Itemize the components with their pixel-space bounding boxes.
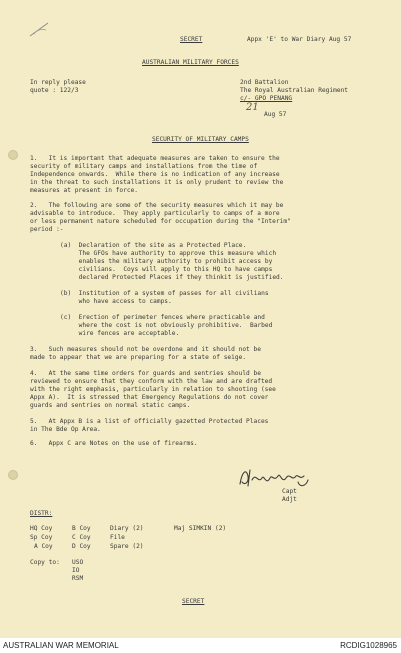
text-line: civilians. Coys will apply to this HQ to have camps bbox=[60, 266, 273, 273]
copy-to-label: Copy to: bbox=[30, 559, 60, 566]
distribution-entry: Maj SIMKIN (2) bbox=[174, 525, 227, 532]
address-line-2: The Royal Australian Regiment bbox=[240, 87, 349, 94]
distribution-entry: HQ Coy bbox=[30, 525, 53, 532]
typed-date: Aug 57 bbox=[264, 111, 287, 118]
distribution-entry: File bbox=[110, 534, 125, 541]
text-line: who have access to camps. bbox=[60, 298, 172, 305]
text-line: declared Protected Places if they thinkit is justified. bbox=[60, 274, 284, 281]
secret-header: SECRET bbox=[180, 36, 203, 43]
secret-footer-mark: SECRET bbox=[182, 598, 205, 605]
appendix-reference: Appx 'E' to War Diary Aug 57 bbox=[247, 36, 352, 43]
archive-name: AUSTRALIAN WAR MEMORIAL bbox=[3, 641, 119, 650]
distribution-entry: B Coy bbox=[72, 525, 91, 532]
text-line: made to appear that we are preparing for a state of seige. bbox=[30, 354, 247, 361]
archive-id: RCDIG1028965 bbox=[340, 641, 397, 650]
margin-pencil-mark bbox=[28, 20, 52, 40]
distribution-entry: C Coy bbox=[72, 534, 91, 541]
copy-to-entry: IO bbox=[72, 567, 80, 574]
text-line: measures at present in force. bbox=[30, 187, 139, 194]
text-line: 6. Appx C are Notes on the use of firearms. bbox=[30, 440, 198, 447]
text-line: where the cost is not obviously prohibitive. Barbed bbox=[60, 322, 273, 329]
text-line: with the right emphasis, particularly in relation to shooting (see bbox=[30, 386, 276, 393]
organisation-title: AUSTRALIAN MILITARY FORCES bbox=[142, 59, 239, 66]
text-line: (a) Declaration of the site as a Protected Place. bbox=[60, 242, 247, 249]
text-line: 5. At Appx B is a list of officially gazetted Protected Places bbox=[30, 418, 269, 425]
address-line-3: c/- GPO PENANG bbox=[240, 95, 293, 102]
reply-line-1: In reply please bbox=[30, 79, 86, 86]
text-line: 1. It is important that adequate measures are taken to ensure the bbox=[30, 155, 280, 162]
text-line: in The Bde Op Area. bbox=[30, 426, 101, 433]
copy-to-entry: RSM bbox=[72, 575, 84, 582]
text-line: wire fences are acceptable. bbox=[60, 330, 180, 337]
signatory-rank: Capt bbox=[282, 488, 297, 495]
archive-footer bbox=[0, 638, 401, 653]
text-line: The GFOs have authority to approve this measure which bbox=[60, 250, 277, 257]
punch-hole bbox=[8, 470, 18, 480]
text-line: guards and sentries on normal static camps. bbox=[30, 402, 191, 409]
text-line: period :- bbox=[30, 226, 64, 233]
text-line: advisable to introduce. They apply particularly to camps of a more bbox=[30, 210, 280, 217]
handwritten-signature bbox=[236, 464, 312, 490]
text-line: (b) Institution of a system of passes for all civilians bbox=[60, 290, 269, 297]
distribution-entry: Spare (2) bbox=[110, 543, 144, 550]
copy-to-entry: USO bbox=[72, 559, 84, 566]
text-line: security of military camps and installations from the time of bbox=[30, 163, 258, 170]
distribution-entry: Sp Coy bbox=[30, 534, 53, 541]
text-line: (c) Erection of perimeter fences where practicable and bbox=[60, 314, 265, 321]
punch-hole bbox=[8, 150, 18, 160]
text-line: reviewed to ensure that they conform with the law and are drafted bbox=[30, 378, 273, 385]
handwritten-date: 21 bbox=[246, 102, 259, 113]
distribution-entry: A Coy bbox=[34, 543, 53, 550]
document-title: SECURITY OF MILITARY CAMPS bbox=[152, 136, 249, 143]
text-line: enables the military authority to prohibit access by bbox=[60, 258, 273, 265]
text-line: Independence onwards. While there is no indication of any increase bbox=[30, 171, 280, 178]
text-line: 3. Such measures should not be overdone and it should not be bbox=[30, 346, 261, 353]
distribution-label: DISTR: bbox=[30, 510, 53, 517]
address-line-1: 2nd Battalion bbox=[240, 79, 289, 86]
signatory-role: Adjt bbox=[282, 496, 297, 503]
text-line: Appx A). It is stressed that Emergency Regulations do not cover bbox=[30, 394, 269, 401]
reply-line-2: quote : 122/3 bbox=[30, 87, 79, 94]
distribution-entry: Diary (2) bbox=[110, 525, 144, 532]
text-line: in the threat to such installations it is only prudent to review the bbox=[30, 179, 284, 186]
distribution-entry: D Coy bbox=[72, 543, 91, 550]
text-line: or less permanent nature scheduled for occupation during the "Interim" bbox=[30, 218, 291, 225]
text-line: 2. The following are some of the security measures which it may be bbox=[30, 202, 284, 209]
text-line: 4. At the same time orders for guards and sentries should be bbox=[30, 370, 261, 377]
